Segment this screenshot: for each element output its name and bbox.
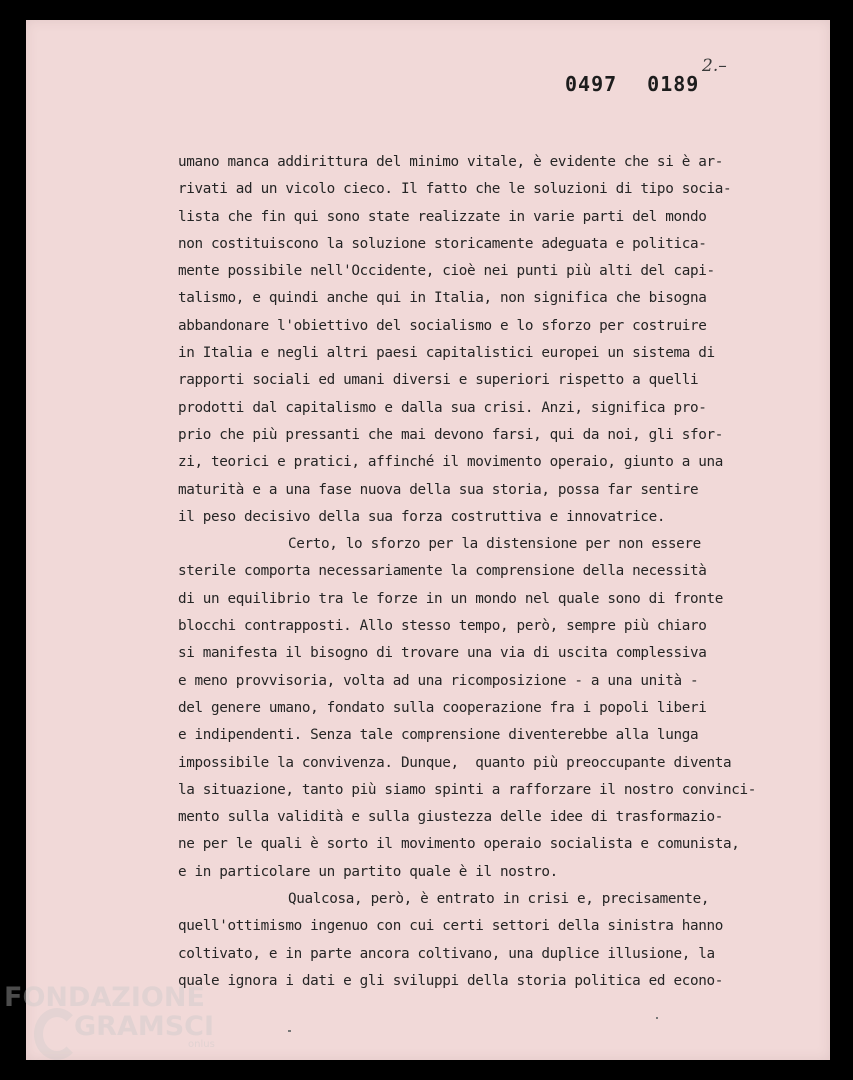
text-line: maturità e a una fase nuova della sua storia, possa far sentire (178, 481, 699, 498)
paper-speck (288, 1030, 291, 1032)
handwritten-page-mark: 2.– (702, 56, 727, 76)
text-line: e in particolare un partito quale è il nostro. (178, 863, 558, 880)
archive-number-b: 0189 (647, 72, 700, 96)
watermark-line-3: onlus (188, 1039, 215, 1050)
watermark (4, 984, 215, 1050)
text-line: di un equilibrio tra le forze in un mondo nel quale sono di fronte (178, 590, 723, 607)
archive-number-a: 0497 (565, 72, 618, 96)
text-line: mento sulla validità e sulla giustezza delle idee di trasformazio- (178, 809, 723, 826)
text-line: prodotti dal capitalismo e dalla sua crisi. Anzi, significa pro- (178, 399, 707, 416)
text-line: del genere umano, fondato sulla cooperazione fra i popoli liberi (178, 699, 707, 716)
text-line: sterile comporta necessariamente la comprensione della necessità (178, 563, 707, 580)
paper-speck (656, 1017, 658, 1019)
archive-stamp-numbers (565, 72, 699, 96)
text-line: ne per le quali è sorto il movimento operaio socialista e comunista, (178, 836, 740, 853)
text-line: in Italia e negli altri paesi capitalistici europei un sistema di (178, 345, 715, 362)
text-line: prio che più pressanti che mai devono farsi, qui da noi, gli sfor- (178, 426, 723, 443)
document-body-text (178, 149, 757, 995)
text-line: e meno provvisoria, volta ad una ricomposizione - a una unità - (178, 672, 699, 689)
text-line: coltivato, e in parte ancora coltivano, una duplice illusione, la (178, 945, 715, 962)
text-line: si manifesta il bisogno di trovare una via di uscita complessiva (178, 645, 707, 662)
text-line: Certo, lo sforzo per la distensione per non essere (288, 536, 701, 553)
text-line: zi, teorici e pratici, affinché il movimento operaio, giunto a una (178, 454, 723, 471)
text-line: la situazione, tanto più siamo spinti a rafforzare il nostro convinci- (178, 781, 757, 798)
watermark-line-1: FONDAZIONE (4, 982, 205, 1013)
text-line: abbandonare l'obiettivo del socialismo e lo sforzo per costruire (178, 317, 707, 334)
text-line: rivati ad un vicolo cieco. Il fatto che le soluzioni di tipo socia- (178, 181, 732, 198)
text-line: mente possibile nell'Occidente, cioè nei punti più alti del capi- (178, 263, 715, 280)
text-line: Qualcosa, però, è entrato in crisi e, precisamente, (288, 891, 710, 908)
text-line: il peso decisivo della sua forza costruttiva e innovatrice. (178, 508, 666, 525)
text-line: blocchi contrapposti. Allo stesso tempo, però, sempre più chiaro (178, 618, 707, 635)
text-line: talismo, e quindi anche qui in Italia, non significa che bisogna (178, 290, 707, 307)
text-line: e indipendenti. Senza tale comprensione diventerebbe alla lunga (178, 727, 699, 744)
text-line: lista che fin qui sono state realizzate in varie parti del mondo (178, 208, 707, 225)
text-line: quell'ottimismo ingenuo con cui certi settori della sinistra hanno (178, 918, 723, 935)
text-line: impossibile la convivenza. Dunque, quanto più preoccupante diventa (178, 754, 732, 771)
watermark-line-2: GRAMSCI (74, 1011, 215, 1042)
text-line: non costituiscono la soluzione storicamente adeguata e politica- (178, 235, 707, 252)
text-line: quale ignora i dati e gli sviluppi della storia politica ed econo- (178, 972, 723, 989)
text-line: rapporti sociali ed umani diversi e superiori rispetto a quelli (178, 372, 699, 389)
text-line: umano manca addirittura del minimo vitale, è evidente che si è ar- (178, 154, 723, 170)
